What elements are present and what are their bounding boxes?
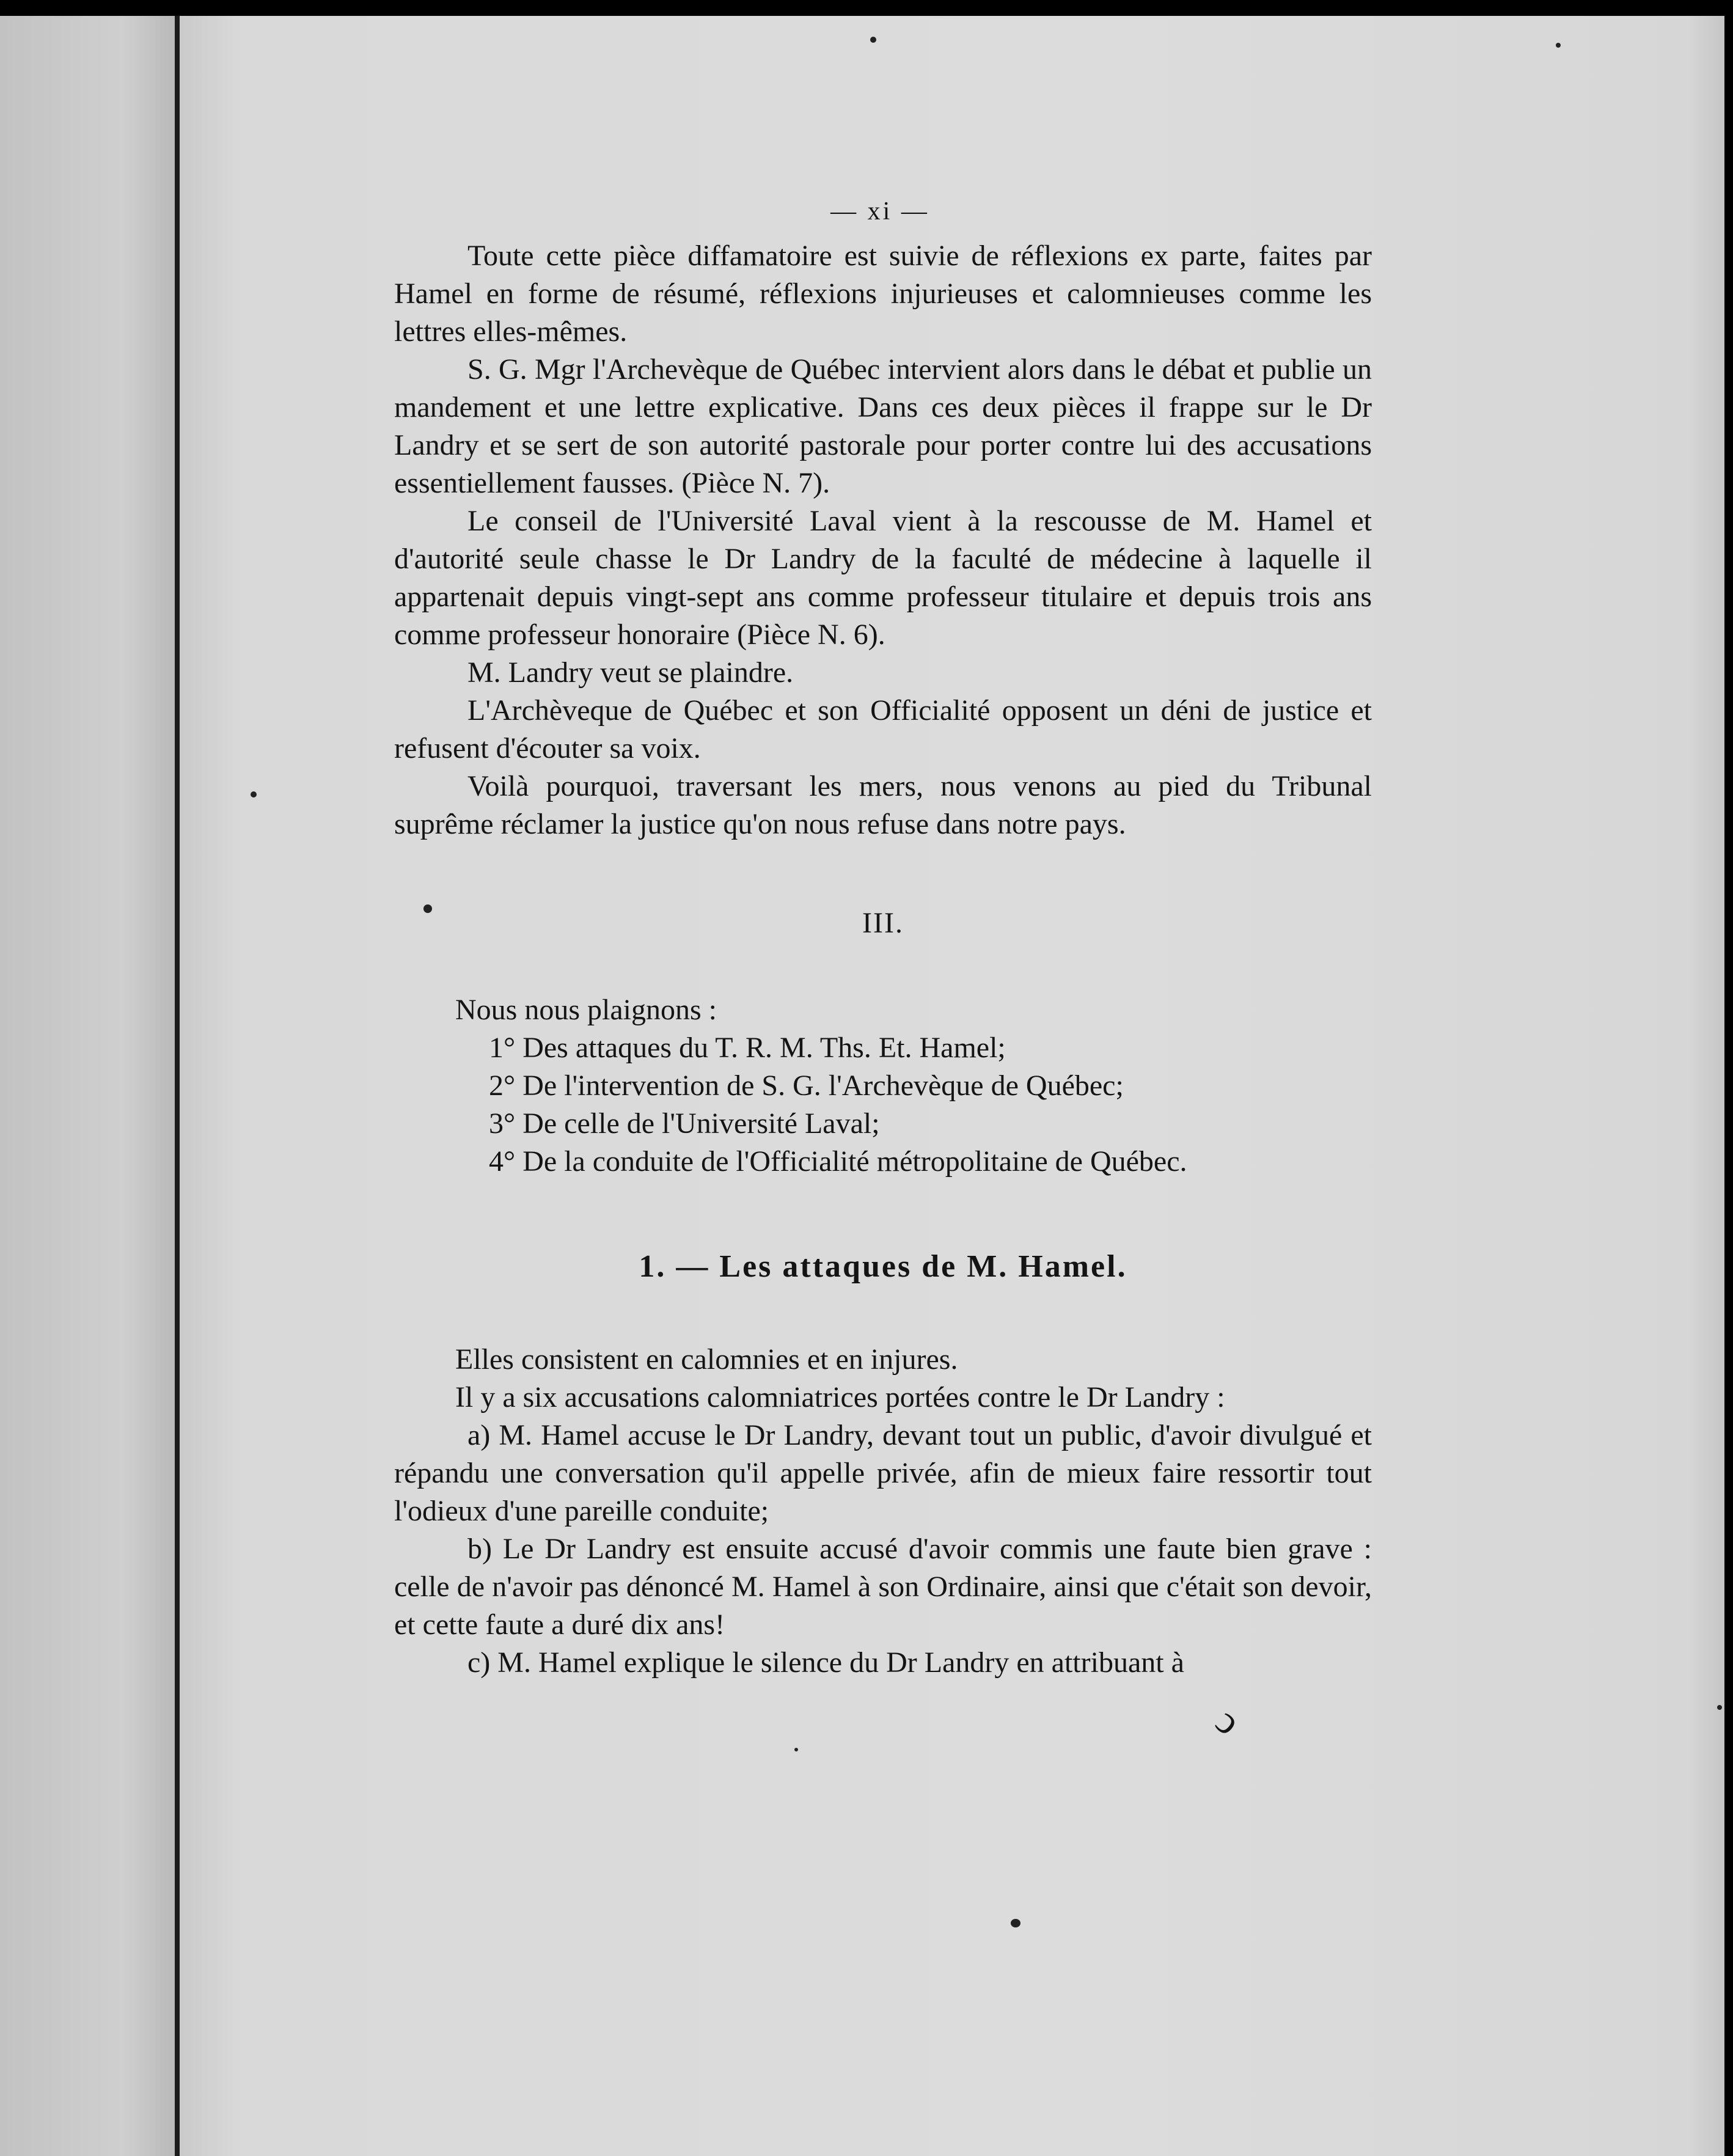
scan-speck	[251, 791, 257, 798]
list-item: 2° De l'intervention de S. G. l'Archevèque de Québec;	[489, 1069, 1124, 1102]
section-heading: III.	[862, 907, 904, 939]
list-item: 3° De celle de l'Université Laval;	[489, 1107, 880, 1140]
pencil-mark-icon: ↄ	[1207, 1699, 1250, 1744]
paragraph: c) M. Hamel explique le silence du Dr Landry en attribuant à	[467, 1646, 1184, 1679]
paragraph: Le conseil de l'Université Laval vient à la rescousse de M. Hamel et d'autorité seule chasse le Dr Landry de la faculté de médecine à laquelle il appartenait depuis vingt-sept ans comme professeur titulaire et depuis trois ans comme professeur honoraire (Pièce N. 6).	[394, 505, 1372, 651]
scan-speck	[1717, 1705, 1722, 1710]
paragraph: Elles consistent en calomnies et en injures.	[455, 1343, 958, 1376]
list-item: 1° Des attaques du T. R. M. Ths. Et. Hamel;	[489, 1032, 1006, 1064]
complaints-list	[394, 1029, 1372, 1181]
scan-border-right	[1724, 0, 1733, 2156]
spacer	[394, 942, 1372, 991]
body-text	[394, 237, 1372, 1682]
spacer	[394, 843, 1372, 904]
paragraph: b) Le Dr Landry est ensuite accusé d'avoir commis une faute bien grave : celle de n'avoir pas dénoncé M. Hamel à son Ordinaire, ainsi que c'était son devoir, et cette faute a duré dix ans!	[394, 1533, 1372, 1641]
paragraph: M. Landry veut se plaindre.	[467, 656, 794, 689]
complaints-intro: Nous nous plaignons :	[455, 994, 717, 1026]
spacer	[394, 1286, 1372, 1341]
scan-speck	[423, 904, 432, 913]
paragraph: Voilà pourquoi, traversant les mers, nous venons au pied du Tribunal suprême réclamer la justice qu'on nous refuse dans notre pays.	[394, 770, 1372, 840]
scan-speck	[794, 1748, 798, 1751]
page-number: — xi —	[830, 197, 929, 226]
scan-speck	[1556, 43, 1561, 48]
paragraph: Il y a six accusations calomniatrices portées contre le Dr Landry :	[455, 1381, 1225, 1414]
spacer	[394, 1181, 1372, 1248]
scan-border-top	[0, 0, 1733, 16]
list-item: 4° De la conduite de l'Officialité métropolitaine de Québec.	[489, 1145, 1187, 1178]
paragraph: Toute cette pièce diffamatoire est suivie de réflexions ex parte, faites par Hamel en forme de résumé, réflexions injurieuses et calomnieuses comme les lettres elles-mêmes.	[394, 240, 1372, 348]
scan-speck	[870, 37, 876, 43]
subsection-heading: 1. — Les attaques de M. Hamel.	[639, 1249, 1127, 1284]
facing-page-edge	[0, 16, 176, 2156]
paragraph: S. G. Mgr l'Archevèque de Québec intervient alors dans le débat et publie un mandement et une lettre explicative. Dans ces deux pièces il frappe sur le Dr Landry et se sert de son autorité pastorale pour porter contre lui des accusations essentiellement fausses. (Pièce N. 7).	[394, 353, 1372, 499]
page-edge-shadow	[1688, 16, 1724, 2156]
paragraph: L'Archèveque de Québec et son Officialité opposent un déni de justice et refusent d'écouter sa voix.	[394, 694, 1372, 765]
paragraph: a) M. Hamel accuse le Dr Landry, devant tout un public, d'avoir divulgué et répandu une conversation qu'il appelle privée, afin de mieux faire ressortir tout l'odieux d'une pareille conduite;	[394, 1419, 1372, 1527]
scan-speck	[1011, 1919, 1020, 1927]
book-gutter	[175, 16, 180, 2156]
